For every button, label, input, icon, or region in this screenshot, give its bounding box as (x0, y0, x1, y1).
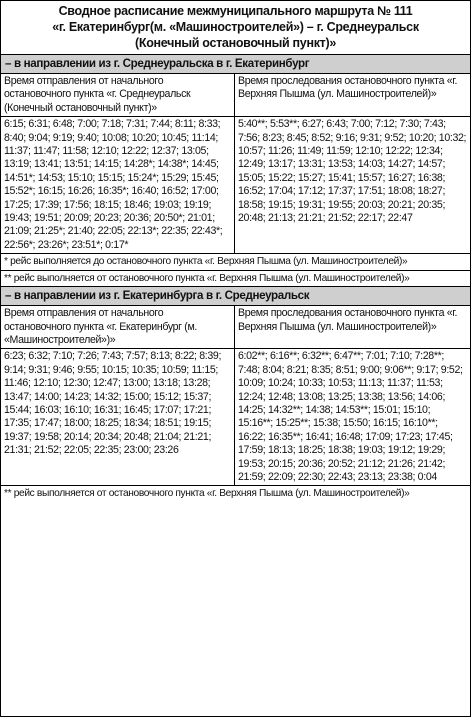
schedule-title (1, 1, 470, 55)
section1-departure-times: 6:15; 6:31; 6:48; 7:00; 7:18; 7:31; 7:44; 8:11; 8:33; 8:40; 9:04; 9:19; 9:40; 10:08; 10:20; 10:45; 11:14; 11:37; 11:47; 11:58; 12:10; 12:22; 12:37; 13:05; 13:19; 13:41; 13:51; 14:15; 14:28*; 14:38*; 14:45; 14:51*; 14:53; 15:10; 15:15; 15:24*; 15:29; 15:45; 15:52*; 16:15; 16:26; 16:35*; 16:40; 16:52; 17:00; 17:25; 17:39; 17:56; 18:15; 18:46; 19:03; 19:19; 19:43; 19:51; 20:09; 20:23; 20:36; 20:50*; 21:01; 21:09; 21:25*; 21:40; 22:05; 22:13*; 22:35; 22:43*; 22:56*; 23:26*; 23:51*; 0:17* (1, 117, 235, 253)
section2-col2-header: Время проследования остановочного пункта «г. Верхняя Пышма (ул. Машиностроителей)» (238, 307, 458, 333)
section2-col1-header: Время отправления от начального остановочного пункта «г. Екатеринбург (м. «Машиностроителей»)» (1, 306, 235, 348)
section1-passing-times: 5:40**; 5:53**; 6:27; 6:43; 7:00; 7:12; 7:30; 7:43; 7:56; 8:23; 8:45; 8:52; 9:16; 9:31; 9:52; 10:20; 10:32; 10:57; 11:26; 11:49; 11:59; 12:10; 12:22; 12:34; 12:49; 13:17; 13:31; 13:53; 14:03; 14:27; 14:57; 15:05; 15:22; 15:27; 15:41; 15:57; 16:27; 16:38; 16:52; 17:04; 17:12; 17:37; 17:51; 18:08; 18:27; 18:58; 19:15; 19:31; 19:55; 20:03; 20:21; 20:35; 20:48; 21:13; 21:21; 21:52; 22:17; 22:47 (238, 118, 467, 225)
title-line-2: «г. Екатеринбург(м. «Машиностроителей») – г. Среднеуральск (52, 20, 419, 34)
section1-times-row (1, 117, 470, 254)
section2-passing-times: 6:02**; 6:16**; 6:32**; 6:47**; 7:01; 7:10; 7:28**; 7:48; 8:04; 8:21; 8:35; 8:51; 9:00; 9:06**; 9:17; 9:52; 10:09; 10:24; 10:33; 10:53; 11:13; 11:37; 11:53; 12:24; 12:48; 13:08; 13:25; 13:38; 13:56; 14:06; 14:25; 14:32**; 14:38; 14:53**; 15:01; 15:10; 15:16**; 15:25**; 15:38; 15:50; 16:15; 16:10**; 16:22; 16:35**; 16:41; 16:48; 17:09; 17:23; 17:45; 17:59; 18:13; 18:25; 18:38; 19:03; 19:12; 19:29; 19:53; 20:15; 20:36; 20:52; 21:12; 21:26; 21:42; 21:59; 22:09; 22:30; 22:43; 23:13; 23:38; 0:04 (238, 350, 463, 483)
section1-col1-header: Время отправления от начального остановочного пункта «г. Среднеуральск (Конечный остановочный пункт)» (1, 74, 235, 116)
section2-footnote-1: ** рейс выполняется от остановочного пункта «г. Верхняя Пышма (ул. Машиностроителей)» (4, 488, 410, 500)
section2-times-row (1, 349, 470, 486)
direction-heading-1: – в направлении из г. Среднеуральска в г. Екатеринбург (1, 55, 470, 74)
section1-footnote-2: ** рейс выполняется от остановочного пункта «г. Верхняя Пышма (ул. Машиностроителей)» (1, 271, 470, 287)
title-line-3: (Конечный остановочный пункт)» (135, 36, 336, 50)
section1-header-row (1, 74, 470, 117)
section2-departure-times: 6:23; 6:32; 7:10; 7:26; 7:43; 7:57; 8:13; 8:22; 8:39; 9:14; 9:31; 9:46; 9:55; 10:15; 10:35; 10:59; 11:15; 11:46; 12:10; 12:30; 12:47; 13:00; 13:18; 13:28; 13:47; 14:00; 14:23; 14:32; 15:00; 15:12; 15:37; 15:44; 16:03; 16:10; 16:31; 16:45; 17:07; 17:21; 17:35; 17:47; 18:00; 18:25; 18:34; 18:51; 19:15; 19:37; 19:58; 20:14; 20:34; 20:48; 21:04; 21:21; 21:31; 21:52; 22:05; 22:35; 23:00; 23:26 (1, 349, 235, 485)
title-line-1: Сводное расписание межмуниципального маршрута № 111 (58, 4, 413, 18)
section1-col2-header: Время проследования остановочного пункта «г. Верхняя Пышма (ул. Машиностроителей)» (238, 75, 458, 101)
section1-footnote-1: * рейс выполняется до остановочного пункта «г. Верхняя Пышма (ул. Машиностроителей)» (1, 254, 470, 270)
section2-header-row (1, 306, 470, 349)
direction-heading-2: – в направлении из г. Екатеринбурга в г. Среднеуральск (1, 287, 470, 306)
